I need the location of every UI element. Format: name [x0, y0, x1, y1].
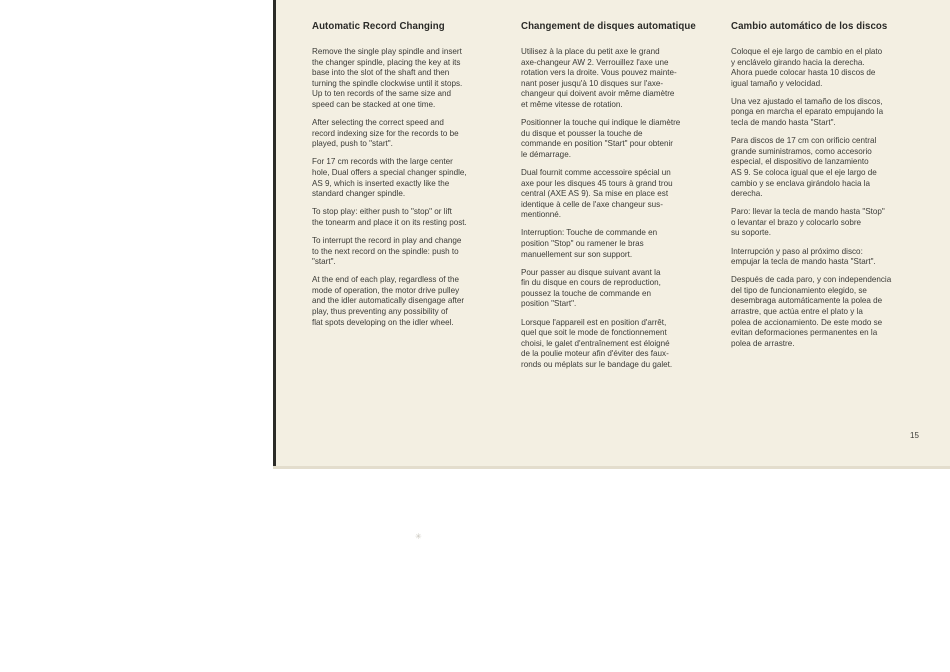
paragraph: Dual fournit comme accessoire spécial un axe pour les disques 45 tours à grand trou central (AXE AS 9). Sa mise en place est identique à celle de l'axe changeur sus- mentionné. — [521, 167, 673, 220]
manual-page — [273, 0, 950, 468]
paragraph: Coloque el eje largo de cambio en el plato y enclávelo girando hacia la derecha. Ahora puede colocar hasta 10 discos de igual tamaño y velocidad. — [731, 47, 883, 88]
scan-speck-icon: ✳ — [415, 532, 422, 541]
page-edge-shadow — [273, 466, 950, 469]
column-french — [521, 20, 709, 378]
heading-spanish: Cambio automático de los discos — [731, 20, 888, 32]
paragraph: After selecting the correct speed and record indexing size for the records to be played, push to "start". — [312, 118, 459, 149]
paragraph: Paro: llevar la tecla de mando hasta "Stop" o levantar el brazo y colocarlo sobre su soporte. — [731, 207, 885, 238]
paragraph: Utilisez à la place du petit axe le grand axe-changeur AW 2. Verrouillez l'axe une rotation vers la droite. Vous pouvez mainte- nant poser jusqu'à 10 disques sur l'axe- changeur qui doivent avoir même diamètre et même vitesse de rotation. — [521, 47, 677, 109]
paragraph: Lorsque l'appareil est en position d'arrêt, quel que soit le mode de fonctionnement choisi, le galet d'entraînement est éloigné de la poulie moteur afin d'éviter des faux- ronds ou méplats sur le bandage du galet. — [521, 317, 673, 369]
paragraph: Para discos de 17 cm con orificio central grande suministramos, como accesorio especial, el dispositivo de lanzamiento AS 9. Se coloca igual que el eje largo de cambio y se enclava girándolo hacia la derecha. — [731, 136, 877, 199]
paragraph: Interrupción y paso al próximo disco: empujar la tecla de mando hasta "Start". — [731, 246, 876, 267]
paragraph: Positionner la touche qui indique le diamètre du disque et pousser la touche de commande en position "Start" pour obtenir le démarrage. — [521, 118, 681, 159]
heading-english: Automatic Record Changing — [312, 20, 445, 32]
column-english — [312, 20, 504, 336]
paragraph: Remove the single play spindle and insert the changer spindle, placing the key at its base into the slot of the shaft and then turning the spindle clockwise until it stops. Up to ten records of the same size and speed can be stacked at one time. — [312, 47, 463, 109]
paragraph: Después de cada paro, y con independencia del tipo de funcionamiento elegido, se desembraga automáticamente la polea de arrastre, que actúa entre el plato y la polea de accionamiento. De este modo se evitan deformaciones permanentes en la polea de arrastre. — [731, 275, 892, 348]
page-number: 15 — [910, 431, 919, 440]
heading-french: Changement de disques automatique — [521, 20, 696, 32]
paragraph: At the end of each play, regardless of the mode of operation, the motor drive pulley and the idler automatically disengage after play, thus preventing any possibility of flat spots developing on the idler wheel. — [312, 275, 465, 327]
paragraph: Interruption: Touche de commande en position "Stop" ou ramener le bras manuellement sur son support. — [521, 228, 658, 259]
column-spanish — [731, 20, 923, 357]
paragraph: To stop play: either push to "stop" or lift the tonearm and place it on its resting post. — [312, 207, 467, 227]
paragraph: For 17 cm records with the large center hole, Dual offers a special changer spindle, AS 9, which is inserted exactly like the standard changer spindle. — [312, 157, 467, 199]
paragraph: Pour passer au disque suivant avant la fin du disque en cours de reproduction, poussez la touche de commande en position "Start". — [521, 267, 661, 309]
paragraph: Una vez ajustado el tamaño de los discos, ponga en marcha el eparato empujando la tecla de mando hasta "Start". — [731, 96, 884, 128]
paragraph: To interrupt the record in play and change to the next record on the spindle: push to "start". — [312, 235, 462, 267]
